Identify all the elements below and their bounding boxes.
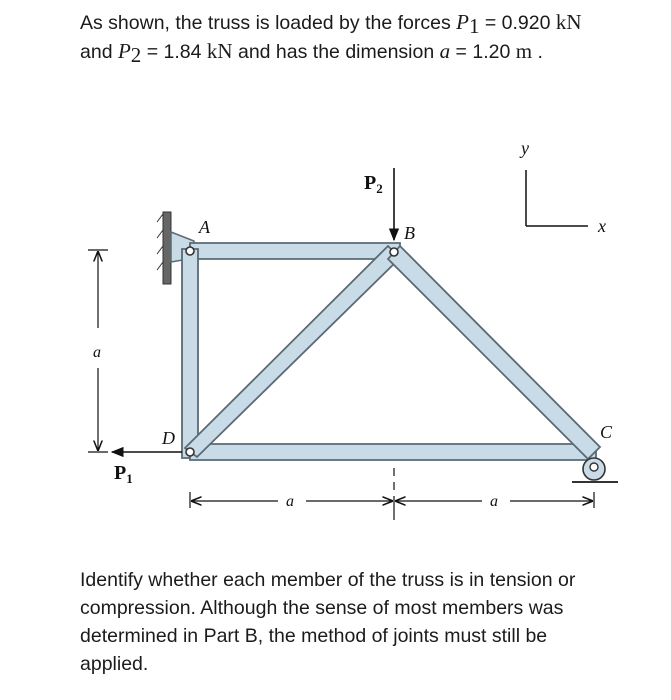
a-value: 1.20 (472, 41, 511, 63)
coordinate-axes (519, 138, 606, 236)
p1-symbol: P (456, 10, 469, 34)
dim-horizontal-label-1: a (286, 493, 294, 510)
instructions-text: Identify whether each member of the truss is in tension or compression. Although the sense of most members was determined in Part B, the method of joints must still be applied. (80, 569, 576, 675)
member-DB (185, 246, 400, 457)
p2-unit: kN (206, 39, 233, 63)
label-D: D (162, 428, 175, 448)
intro-text-1: As shown, the truss is loaded by the forces (80, 12, 457, 34)
and-text: and (80, 41, 118, 63)
p1-value: 0.920 (501, 12, 551, 34)
joint-D (186, 448, 194, 456)
intro-end: . (532, 41, 543, 63)
dim-horizontal-label-2: a (490, 493, 498, 510)
dim-vertical-label: a (93, 344, 101, 361)
axis-x-label: x (598, 216, 606, 236)
truss-diagram (78, 132, 638, 552)
equals-2: = (141, 41, 164, 63)
label-P1: $P_1$ (114, 462, 133, 486)
roller-support-C (572, 458, 618, 482)
joint-B (390, 248, 398, 256)
p2-value: 1.84 (163, 41, 202, 63)
p2-symbol: P (117, 39, 131, 63)
p1-subscript: 1 (468, 14, 480, 38)
equals-1: = (479, 12, 502, 34)
label-P2: $P_2$ (364, 172, 383, 196)
member-AD (182, 249, 198, 458)
intro-text-2: and has the dimension (232, 41, 440, 63)
label-B: B (404, 223, 415, 243)
label-C: C (600, 422, 613, 442)
a-unit: m (515, 39, 533, 63)
dimension-vertical (88, 250, 108, 452)
member-BC (388, 246, 600, 459)
a-symbol: a (439, 39, 451, 63)
p2-subscript: 2 (130, 43, 142, 67)
dimension-horizontal (190, 468, 594, 520)
label-A: A (199, 217, 210, 237)
axis-y-label: y (521, 138, 529, 158)
joint-A (186, 247, 194, 255)
member-DC (190, 444, 596, 460)
equals-3: = (450, 41, 473, 63)
member-AB (190, 243, 400, 259)
p1-unit: kN (555, 10, 582, 34)
truss-members (182, 243, 600, 460)
problem-statement (80, 8, 600, 66)
